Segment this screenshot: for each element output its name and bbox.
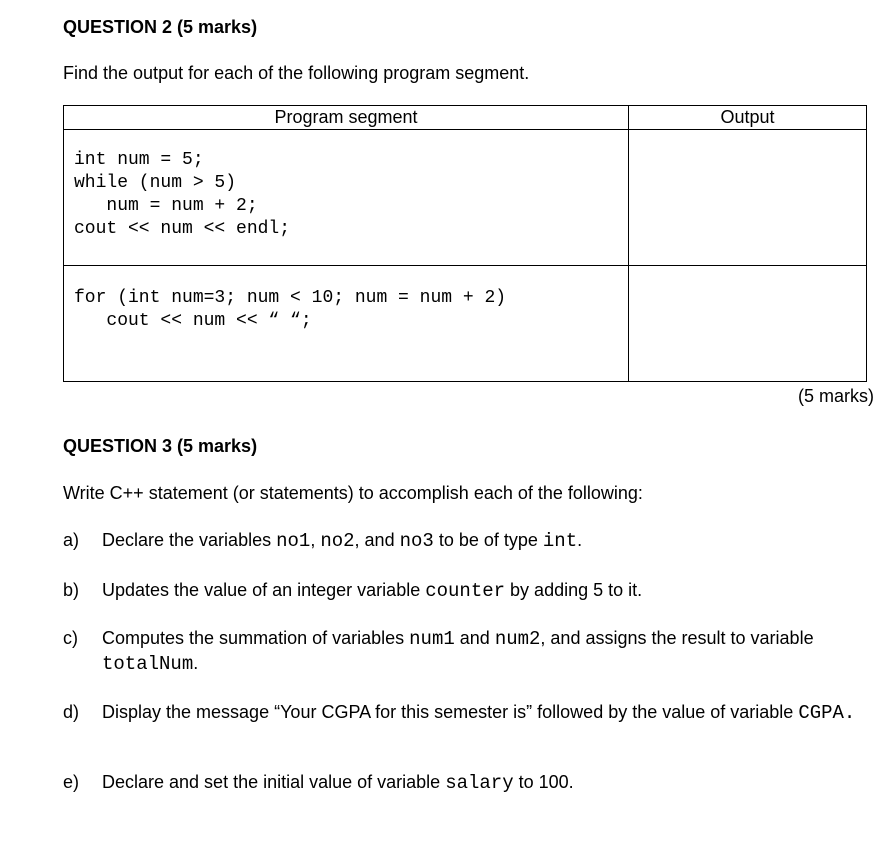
code-block	[64, 149, 628, 241]
program-segment-cell	[64, 266, 629, 382]
item-text: Updates the value of an integer variable counter by adding 5 to it.	[102, 580, 643, 602]
inline-code: no1	[276, 530, 311, 552]
item-text: Computes the summation of variables num1 and num2, and assigns the result to variable totalNum.	[102, 628, 814, 675]
question-2-instruction: Find the output for each of the following program segment.	[63, 63, 530, 83]
code-line: int num = 5;	[74, 150, 204, 170]
inline-code: salary	[445, 772, 514, 794]
item-label: c)	[63, 628, 78, 648]
table-header-row	[64, 106, 867, 130]
item-label: e)	[63, 772, 80, 792]
code-line: num = num + 2;	[74, 196, 258, 216]
inline-code: CGPA.	[798, 702, 856, 724]
column-header-output: Output	[629, 106, 867, 130]
item-text: Declare and set the initial value of variable salary to 100.	[102, 772, 574, 794]
inline-code: int	[542, 530, 578, 552]
code-line: for (int num=3; num < 10; num = num + 2)	[74, 288, 507, 308]
output-cell[interactable]	[629, 266, 867, 382]
question-3-instruction: Write C++ statement (or statements) to accomplish each of the following:	[63, 483, 643, 503]
item-label: b)	[63, 580, 80, 600]
inline-code: num1	[409, 628, 455, 650]
inline-code: no2	[320, 530, 355, 552]
inline-code: totalNum	[102, 653, 194, 675]
item-text: Declare the variables no1, no2, and no3 to be of type int.	[102, 530, 583, 552]
code-line: cout << num << “ “;	[74, 311, 312, 331]
question-2-heading: QUESTION 2 (5 marks)	[63, 17, 258, 37]
inline-code: counter	[425, 580, 506, 602]
question-2-marks: (5 marks)	[798, 386, 874, 406]
item-label: a)	[63, 530, 80, 550]
code-block	[64, 287, 628, 333]
program-output-table	[63, 105, 867, 382]
item-label: d)	[63, 702, 80, 722]
program-segment-cell	[64, 130, 629, 266]
output-cell[interactable]	[629, 130, 867, 266]
inline-code: num2	[494, 628, 541, 650]
code-line: cout << num << endl;	[74, 219, 291, 239]
inline-code: no3	[399, 530, 434, 552]
item-text: Display the message “Your CGPA for this semester is” followed by the value of variable CGPA.	[102, 702, 856, 724]
question-3-heading: QUESTION 3 (5 marks)	[63, 436, 258, 456]
code-line: while (num > 5)	[74, 173, 237, 193]
column-header-program-segment: Program segment	[64, 106, 629, 130]
table-row	[64, 266, 867, 382]
table-row	[64, 130, 867, 266]
